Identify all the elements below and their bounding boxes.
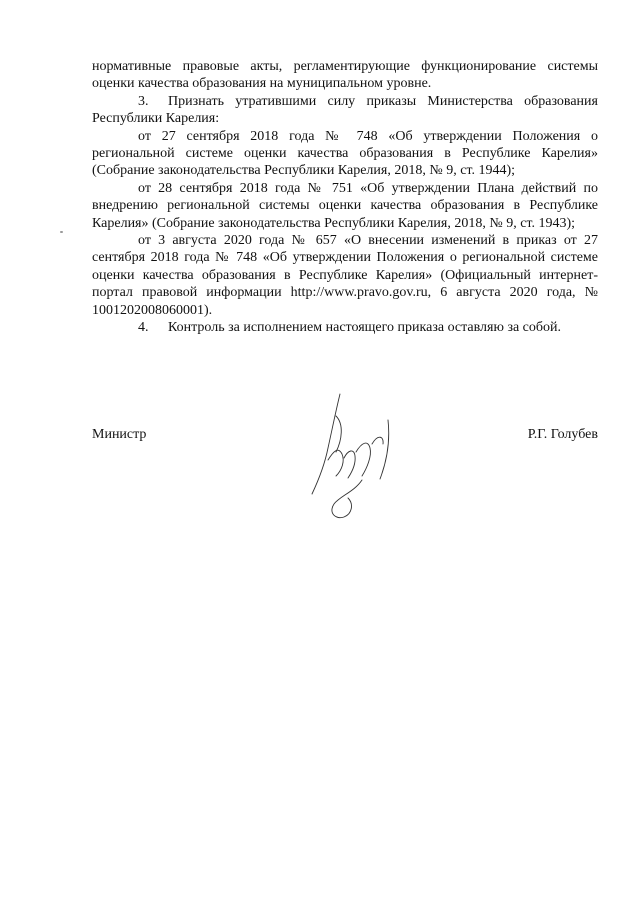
margin-mark: [60, 231, 63, 233]
item-number-3: 3.: [138, 93, 149, 109]
paragraph-order-748: от 27 сентября 2018 года № 748 «Об утверждении Положения о региональной системе оценки качества образования в Республике Карелия» (Собрание законодательства Республики Карелия, 2018, № 9, ст. 1944);: [92, 128, 598, 179]
document-body: [92, 58, 598, 337]
paragraph-continuation: нормативные правовые акты, регламентирующие функционирование системы оценки качества образования на муниципальном уровне.: [92, 59, 598, 92]
paragraph-order-751: от 28 сентября 2018 года № 751 «Об утверждении Плана действий по внедрению региональной системы оценки качества образования в Республике Карелия» (Собрание законодательства Республики Карелия, 2018, № 9, ст. 1943);: [92, 180, 598, 231]
signer-name: Р.Г. Голубев: [527, 427, 598, 442]
item-text-4: Контроль за исполнением настоящего приказа оставляю за собой.: [168, 320, 562, 336]
paragraph-item-3: [92, 93, 598, 128]
item-number-4: 4.: [138, 320, 149, 336]
paragraph-order-657: от 3 августа 2020 года № 657 «О внесении изменений в приказ от 27 сентября 2018 года № 748 «Об утверждении Положения о региональной системе оценки качества образования в Республике Карелия» (Официальный интернет-портал правовой информации http://www.pravo.gov.ru, 6 августа 2020 года, № 1001202008060001).: [92, 233, 598, 318]
handwritten-signature: [292, 384, 404, 536]
signer-title: Министр: [92, 427, 147, 442]
paragraph-item-4: [92, 319, 598, 336]
item-text-3: Признать утратившими силу приказы Министерства образования Республики Карелия:: [92, 93, 598, 127]
